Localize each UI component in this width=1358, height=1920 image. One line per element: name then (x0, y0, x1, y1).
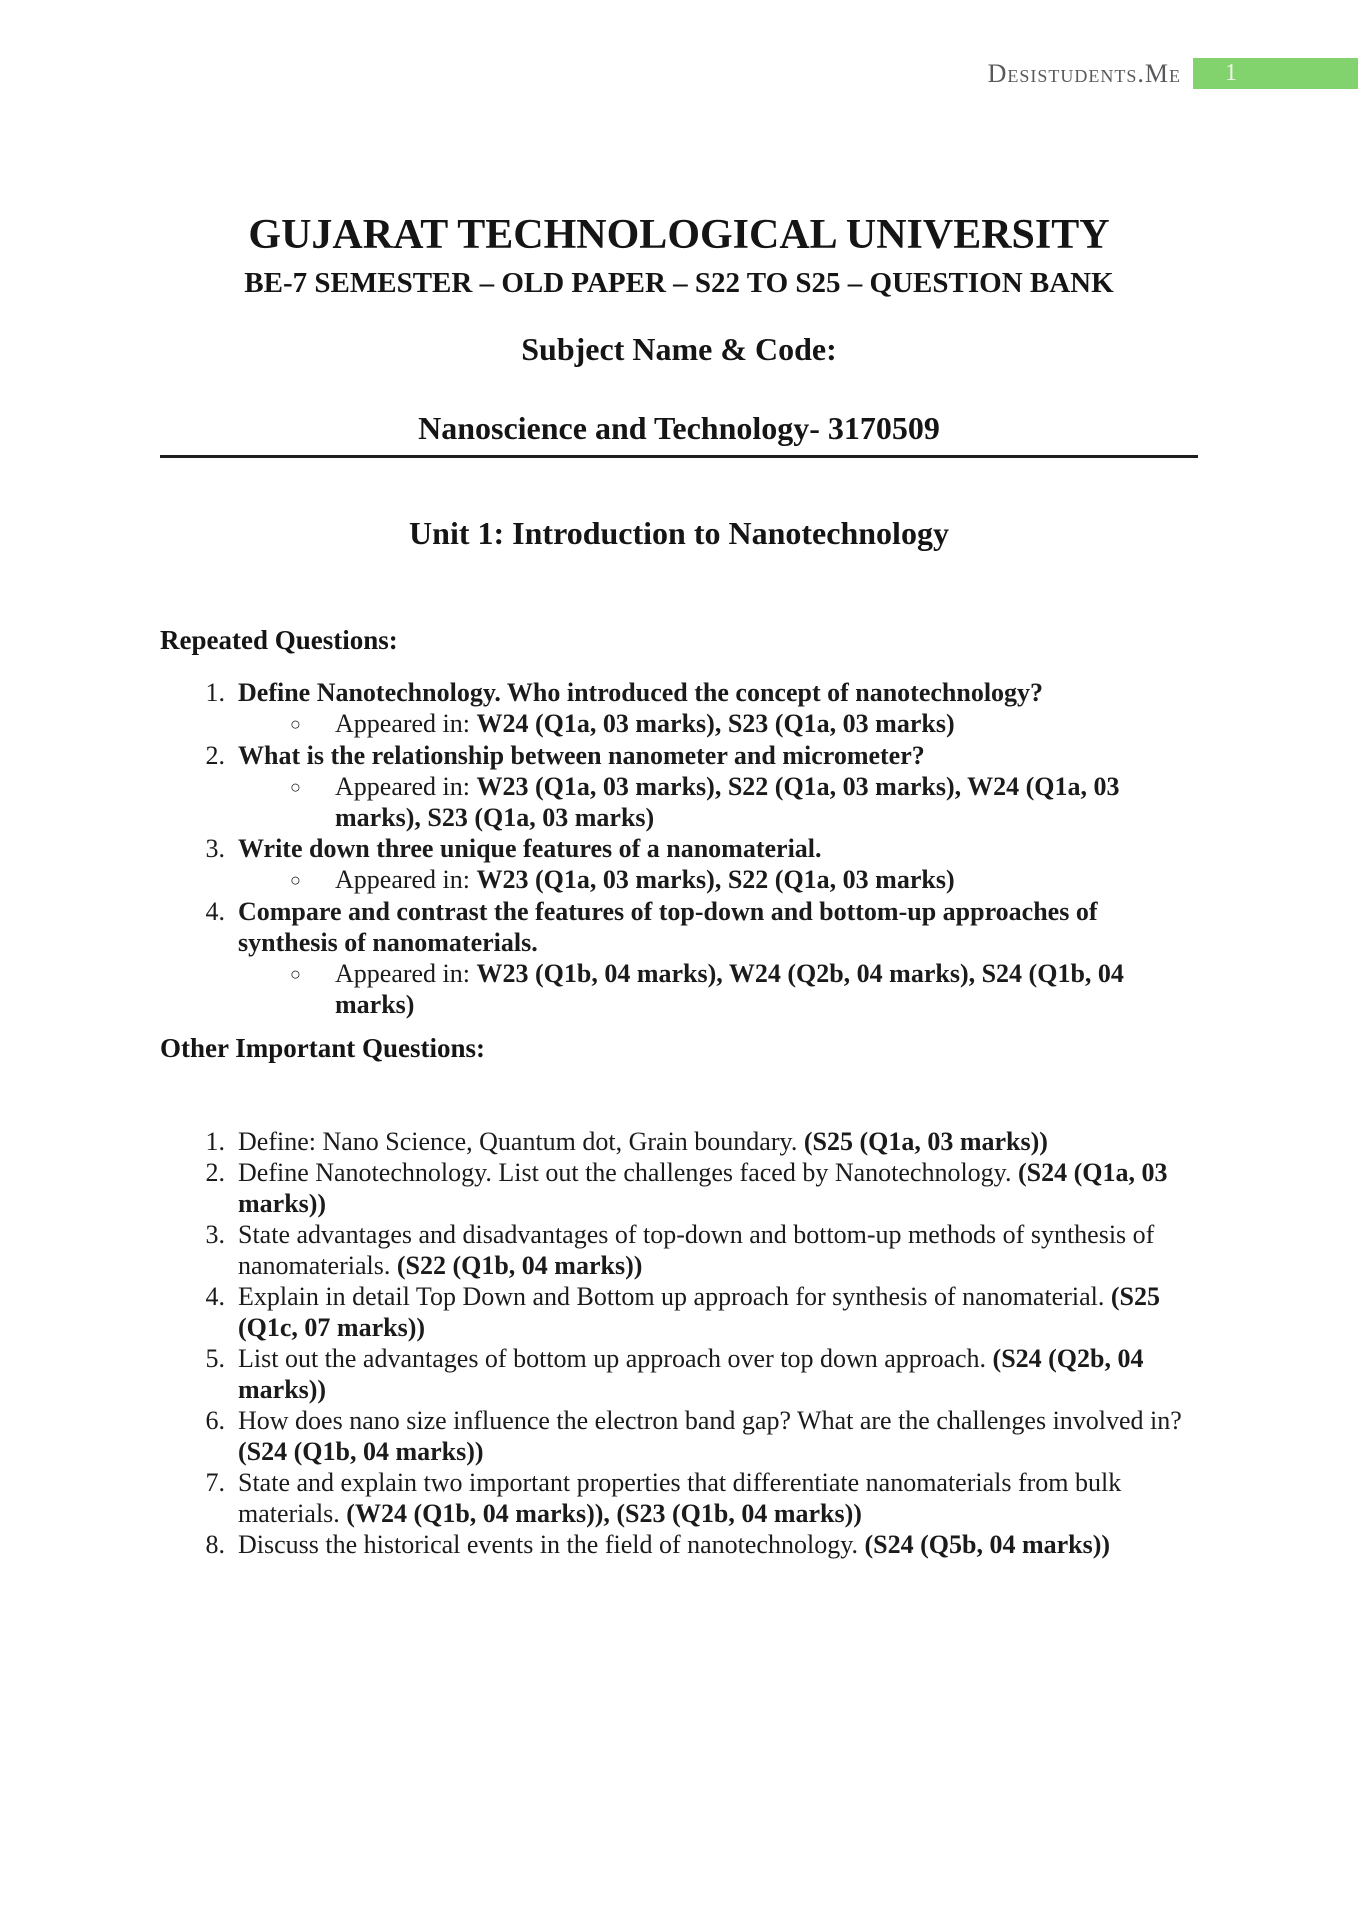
circle-bullet-icon: ○ (290, 964, 301, 985)
question-number: 2. (205, 1158, 225, 1188)
page-number: 1 (1225, 60, 1237, 86)
appearance-item (160, 958, 1198, 1020)
other-questions-heading: Other Important Questions: (160, 1033, 486, 1064)
question-marks: (S24 (Q5b, 04 marks)) (864, 1530, 1111, 1560)
question-number: 2. (205, 741, 225, 771)
question-number: 4. (205, 897, 225, 927)
question-number: 1. (205, 678, 225, 708)
appearance-text: Appeared in: W24 (Q1a, 03 marks), S23 (Q1a, 03 marks) (335, 709, 955, 739)
appearance-text: Appeared in: W23 (Q1a, 03 marks), S22 (Q1a, 03 marks), W24 (Q1a, 03 marks), S23 (Q1a, 03 marks) (335, 772, 1120, 833)
page-number-badge (1193, 58, 1358, 89)
repeated-questions-heading: Repeated Questions: (160, 624, 398, 655)
question-text: How does nano size influence the electron band gap? What are the challenges involved in? (S24 (Q1b, 04 marks)) (238, 1406, 1182, 1467)
question-text: Compare and contrast the features of top-down and bottom-up approaches of synthesis of nanomaterials. (238, 897, 1098, 958)
question-number: 6. (205, 1406, 225, 1436)
unit-title: Unit 1: Introduction to Nanotechnology (409, 515, 949, 552)
subject-name: Nanoscience and Technology- 3170509 (418, 410, 940, 447)
question-marks: (S24 (Q1a, 03 marks)) (238, 1158, 1168, 1219)
question-text: Explain in detail Top Down and Bottom up approach for synthesis of nanomaterial. (S25 (Q1c, 07 marks)) (238, 1282, 1160, 1343)
question-text: Discuss the historical events in the field of nanotechnology. (S24 (Q5b, 04 marks)) (238, 1530, 1111, 1560)
appearance-item (160, 864, 1198, 896)
other-questions-list (160, 1126, 1198, 1560)
circle-bullet-icon: ○ (290, 777, 301, 798)
question-item (160, 1467, 1198, 1529)
question-item (160, 1529, 1198, 1560)
question-number: 5. (205, 1344, 225, 1374)
question-marks: (S24 (Q2b, 04 marks)) (238, 1344, 1144, 1405)
question-number: 3. (205, 834, 225, 864)
appearance-text: Appeared in: W23 (Q1a, 03 marks), S22 (Q1a, 03 marks) (335, 865, 955, 895)
circle-bullet-icon: ○ (290, 714, 301, 735)
question-item (160, 1219, 1198, 1281)
question-item (160, 1281, 1198, 1343)
repeated-questions-list (160, 677, 1198, 1020)
question-item (160, 896, 1198, 958)
question-marks: (S25 (Q1c, 07 marks)) (238, 1282, 1160, 1343)
question-item (160, 1405, 1198, 1467)
question-text: State and explain two important properties that differentiate nanomaterials from bulk materials. (W24 (Q1b, 04 marks)), (S23 (Q1b, 04 marks)) (238, 1468, 1122, 1529)
question-marks: (W24 (Q1b, 04 marks)), (S23 (Q1b, 04 marks)) (346, 1499, 862, 1529)
paper-subtitle: BE-7 SEMESTER – OLD PAPER – S22 TO S25 – QUESTION BANK (244, 267, 1114, 300)
appearance-item (160, 771, 1198, 833)
question-item (160, 677, 1198, 708)
question-marks: (S25 (Q1a, 03 marks)) (803, 1127, 1048, 1157)
question-text: Define: Nano Science, Quantum dot, Grain boundary. (S25 (Q1a, 03 marks)) (238, 1127, 1048, 1157)
subject-label: Subject Name & Code: (521, 331, 837, 368)
question-text: List out the advantages of bottom up approach over top down approach. (S24 (Q2b, 04 marks)) (238, 1344, 1144, 1405)
question-text: Write down three unique features of a nanomaterial. (238, 834, 822, 864)
question-number: 1. (205, 1127, 225, 1157)
question-number: 4. (205, 1282, 225, 1312)
question-item (160, 1126, 1198, 1157)
question-marks: (S22 (Q1b, 04 marks)) (396, 1251, 643, 1281)
question-item (160, 1157, 1198, 1219)
question-item (160, 833, 1198, 864)
question-marks: (S24 (Q1b, 04 marks)) (238, 1437, 484, 1467)
question-text: What is the relationship between nanometer and micrometer? (238, 741, 925, 771)
appearance-item (160, 708, 1198, 740)
university-title: GUJARAT TECHNOLOGICAL UNIVERSITY (248, 212, 1110, 258)
question-item (160, 740, 1198, 771)
question-text: Define Nanotechnology. Who introduced the concept of nanotechnology? (238, 678, 1044, 708)
question-number: 3. (205, 1220, 225, 1250)
question-text: Define Nanotechnology. List out the challenges faced by Nanotechnology. (S24 (Q1a, 03 marks)) (238, 1158, 1168, 1219)
appearance-text: Appeared in: W23 (Q1b, 04 marks), W24 (Q2b, 04 marks), S24 (Q1b, 04 marks) (335, 959, 1124, 1020)
site-name: Desistudents.Me (987, 58, 1181, 88)
question-number: 7. (205, 1468, 225, 1498)
subject-name-underlined (160, 411, 1198, 458)
circle-bullet-icon: ○ (290, 870, 301, 891)
question-item (160, 1343, 1198, 1405)
question-number: 8. (205, 1530, 225, 1560)
page-header (0, 58, 1358, 89)
question-text: State advantages and disadvantages of top-down and bottom-up methods of synthesis of nanomaterials. (S22 (Q1b, 04 marks)) (238, 1220, 1155, 1281)
